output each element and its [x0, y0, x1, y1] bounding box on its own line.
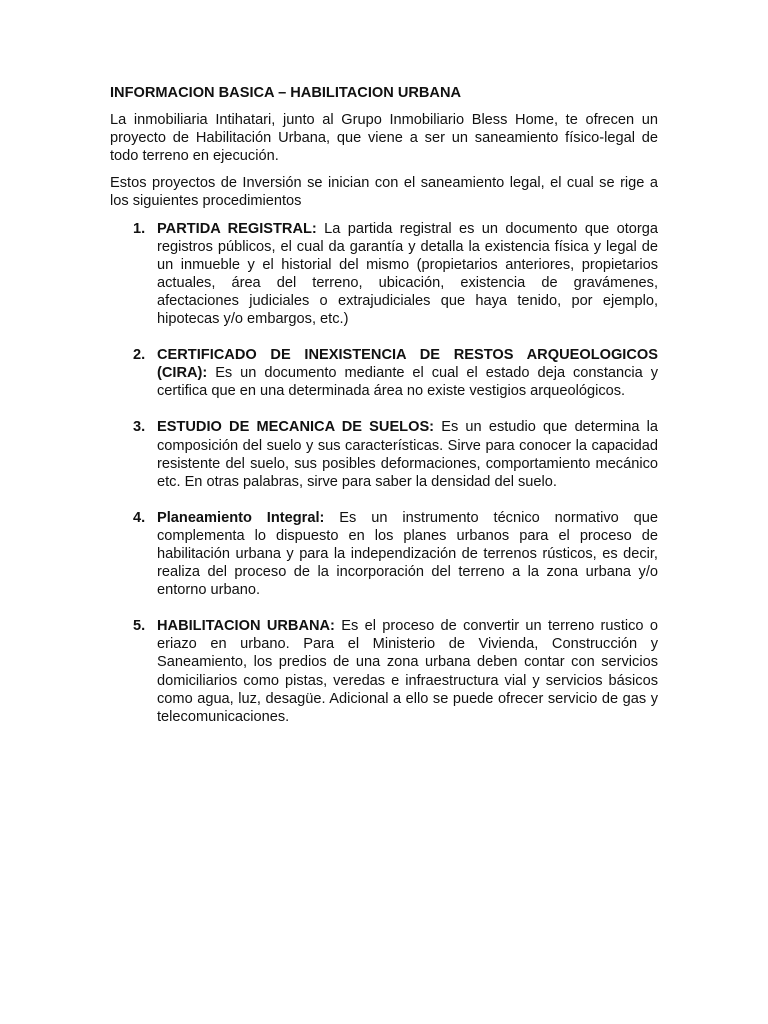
list-item-heading: Planeamiento Integral: [157, 509, 325, 526]
list-item-partida-registral [110, 220, 658, 329]
list-item-number: 4. [133, 509, 146, 526]
list-item-heading: HABILITACION URBANA: [157, 618, 335, 635]
list-item-number: 5. [133, 618, 146, 635]
list-item-heading: CERTIFICADO DE INEXISTENCIA DE RESTOS ARQUEOLOGICOS (CIRA): [157, 347, 658, 382]
list-item-text: Es un instrumento técnico normativo que complementa lo dispuesto en los planes urbanos para el proceso de habilitación urbana y para la independización de terrenos rústicos, es decir, realiza del proceso de la incorporación del terreno a la zona urbana y/o entorno urbano. [157, 509, 658, 599]
list-item-planeamiento-integral [110, 509, 658, 599]
list-item-habilitacion-urbana [110, 617, 658, 726]
list-item-number: 3. [133, 419, 146, 436]
list-item-text: La partida registral es un documento que otorga registros públicos, el cual da garantía y detalla la existencia física y legal de un inmueble y el historial del mismo (propietarios anteriores, propietarios actuales, área del terreno, ubicación, existencia de gravámenes, afectaciones judiciales o extrajudiciales que haya tenido, por ejemplo, hipotecas y/o embargos, etc.) [157, 220, 658, 328]
list-item-number: 1. [133, 220, 146, 237]
list-item-text: Es un estudio que determina la composición del suelo y sus características. Sirve para conocer la capacidad resistente del suelo, sus posibles deformaciones, comportamiento mecánico etc. En otras palabras, sirve para saber la densidad del suelo. [157, 419, 658, 490]
list-item-heading: PARTIDA REGISTRAL: [157, 220, 317, 237]
list-item-mecanica-suelos [110, 418, 658, 490]
list-item-cira [110, 346, 658, 400]
document-page [110, 84, 658, 744]
document-title: INFORMACION BASICA – HABILITACION URBANA [110, 85, 462, 101]
intro-paragraph: La inmobiliaria Intihatari, junto al Grupo Inmobiliario Bless Home, te ofrecen un proyecto de Habilitación Urbana, que viene a ser un saneamiento físico-legal de todo terreno en ejecución. [110, 112, 658, 165]
list-item-text: Es un documento mediante el cual el estado deja constancia y certifica que en una determinada área no existe vestigios arqueológicos. [157, 365, 658, 400]
list-item-heading: ESTUDIO DE MECANICA DE SUELOS: [157, 419, 435, 436]
procedures-intro-paragraph: Estos proyectos de Inversión se inician con el saneamiento legal, el cual se rige a los siguientes procedimientos [110, 175, 658, 210]
procedures-list [110, 220, 658, 726]
list-item-text: Es el proceso de convertir un terreno rustico o eriazo en urbano. Para el Ministerio de Vivienda, Construcción y Saneamiento, los predios de una zona urbana deben contar con servicios domiciliarios como pistas, veredas e infraestructura vial y servicios básicos como agua, luz, desagüe. Adicional a ello se puede ofrecer servicio de gas y telecomunicaciones. [157, 618, 658, 725]
list-item-number: 2. [133, 347, 146, 364]
